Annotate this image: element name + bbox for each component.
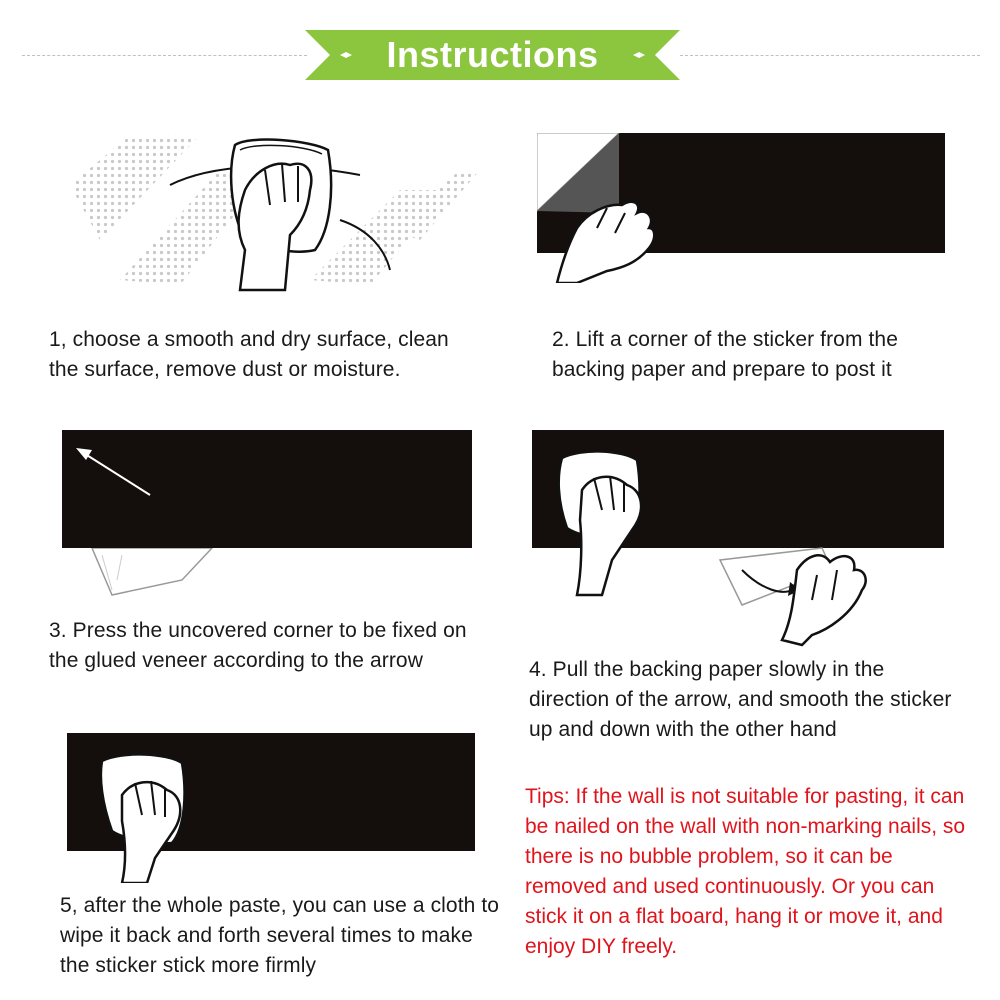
instructions-banner [305,30,680,80]
header-divider-right [680,55,980,56]
hand-peeling-corner-icon [537,133,945,283]
step-5-text: 5, after the whole paste, you can use a cloth to wipe it back and forth several times to make the sticker stick more firmly [60,894,500,977]
page-title: Instructions [386,34,599,75]
hand-wiping-sticker-icon [67,733,475,883]
step-4-text: 4. Pull the backing paper slowly in the direction of the arrow, and smooth the sticker up and down with the other hand [529,658,952,741]
hand-wiping-surface-icon [60,130,480,295]
header-divider-left [22,55,307,56]
step-1-text: 1, choose a smooth and dry surface, clean the surface, remove dust or moisture. [49,328,449,381]
arrow-on-sticker-icon [62,430,472,600]
two-hands-applying-icon [532,430,944,650]
step-2-text: 2. Lift a corner of the sticker from the backing paper and prepare to post it [552,328,898,381]
tips-note: Tips: If the wall is not suitable for pasting, it can be nailed on the wall with non-marking nails, so there is no bubble problem, so it can be removed and used continuously. Or you can stick it on a flat board, hang it or move it, and enjoy DIY freely. [525,785,966,958]
step-3-text: 3. Press the uncovered corner to be fixed on the glued veneer according to the arrow [49,619,467,672]
